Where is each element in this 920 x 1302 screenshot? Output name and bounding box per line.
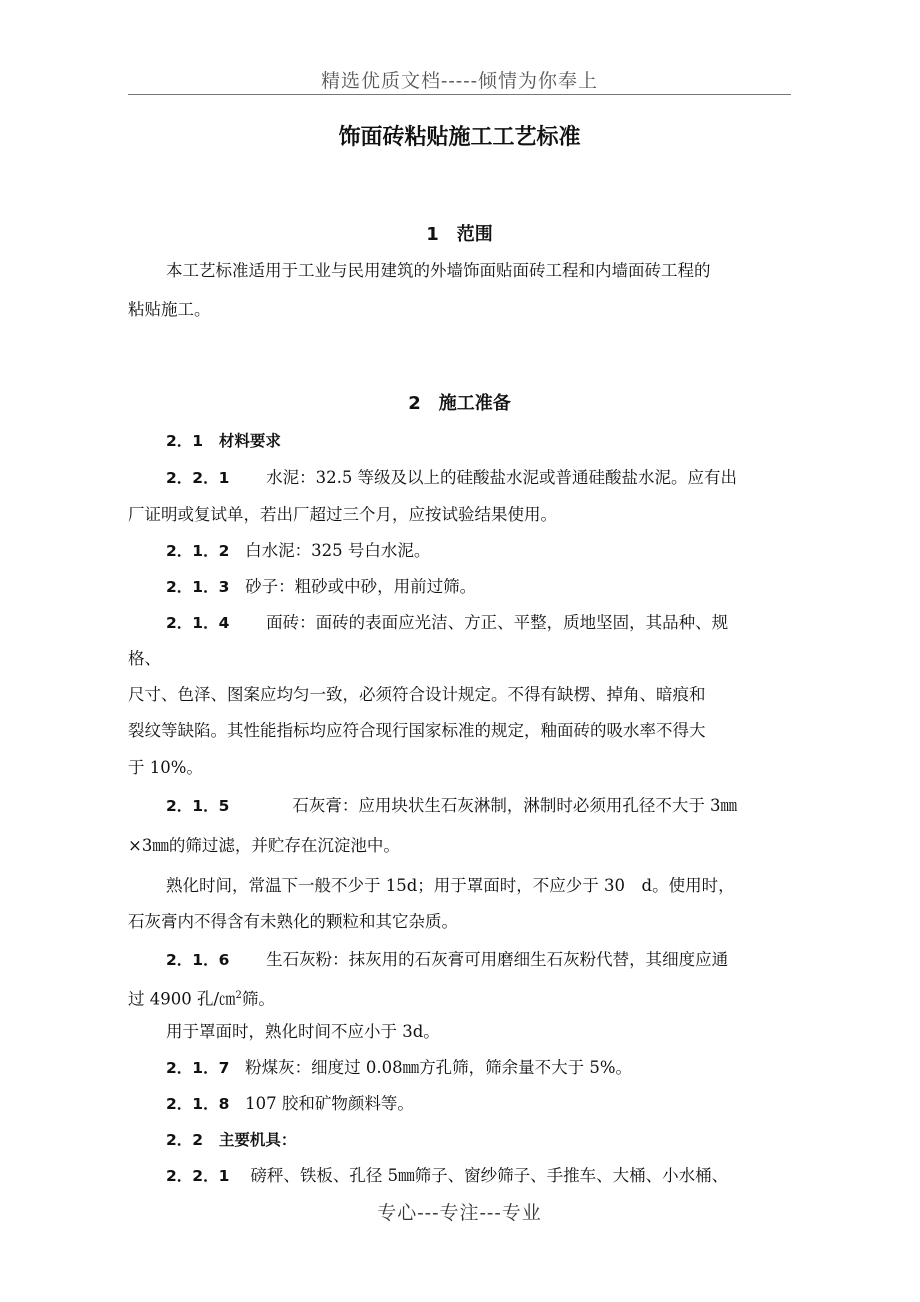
item-2-1-7-number: 2．1．7 bbox=[166, 1059, 230, 1077]
item-2-1-4-text: 面砖：面砖的表面应光洁、方正、平整，质地坚固，其品种、规 bbox=[266, 613, 729, 632]
item-2-1-6-line-2-post: 筛。 bbox=[241, 989, 275, 1009]
item-2-1-7 bbox=[166, 1058, 632, 1078]
header-rule bbox=[128, 94, 791, 95]
item-2-1-8-text: 107 胶和矿物颜料等。 bbox=[245, 1094, 414, 1113]
item-2-1-5-text: 石灰膏：应用块状生石灰淋制，淋制时必须用孔径不大于 3㎜ bbox=[292, 796, 738, 815]
item-2-1-4-line-1 bbox=[166, 613, 728, 633]
item-2-1-4-line-4: 裂纹等缺陷。其性能指标均应符合现行国家标准的规定，釉面砖的吸水率不得大 bbox=[128, 721, 706, 740]
document-title: 饰面砖粘贴施工工艺标准 bbox=[338, 125, 581, 150]
item-2-1-6-text: 生石灰粉：抹灰用的石灰膏可用磨细生石灰粉代替，其细度应通 bbox=[266, 950, 729, 969]
item-2-1-5-line-1 bbox=[166, 796, 737, 816]
running-footer: 专心---专注---专业 bbox=[377, 1202, 542, 1224]
item-2-1-5-line-2: ×3㎜的筛过滤，并贮存在沉淀池中。 bbox=[128, 836, 400, 855]
subsection-2-2 bbox=[166, 1130, 296, 1150]
subsection-2-1 bbox=[166, 431, 281, 451]
item-2-1-4-line-3: 尺寸、色泽、图案应均匀一致，必须符合设计规定。不得有缺楞、掉角、暗痕和 bbox=[128, 685, 706, 704]
section-2-heading: 2 施工准备 bbox=[408, 393, 511, 414]
subsection-2-2-number: 2．2 bbox=[166, 1131, 204, 1149]
item-2-1-2 bbox=[166, 541, 430, 561]
section-1-heading: 1 范围 bbox=[426, 224, 493, 245]
item-2-1-4-line-2: 格、 bbox=[128, 649, 161, 668]
item-2-2-1-tools-text: 磅秤、铁板、孔径 5㎜筛子、窗纱筛子、手推车、大桶、小水桶、 bbox=[250, 1166, 729, 1185]
item-2-2-1-line-2: 厂证明或复试单，若出厂超过三个月，应按试验结果使用。 bbox=[128, 505, 557, 524]
item-2-1-6-line-1 bbox=[166, 950, 728, 970]
item-2-1-3-text: 砂子：粗砂或中砂，用前过筛。 bbox=[245, 577, 477, 596]
subsection-2-2-label: 主要机具： bbox=[218, 1131, 297, 1149]
subsection-2-1-label: 材料要求 bbox=[218, 432, 281, 450]
item-2-1-3-number: 2．1．3 bbox=[166, 578, 230, 596]
item-2-1-6-number: 2．1．6 bbox=[166, 951, 230, 969]
item-2-1-5-line-4: 石灰膏内不得含有未熟化的颗粒和其它杂质。 bbox=[128, 912, 458, 931]
item-2-1-2-text: 白水泥：325 号白水泥。 bbox=[245, 541, 431, 560]
item-2-2-1-number: 2．2．1 bbox=[166, 469, 230, 487]
item-2-1-2-number: 2．1．2 bbox=[166, 542, 230, 560]
item-2-1-5-line-3: 熟化时间，常温下一般不少于 15d；用于罩面时，不应少于 30 d。使用时， bbox=[166, 876, 735, 895]
item-2-1-8-number: 2．1．8 bbox=[166, 1095, 230, 1113]
subsection-2-1-number: 2．1 bbox=[166, 432, 204, 450]
item-2-1-6-line-2-pre: 过 4900 孔/㎝ bbox=[128, 989, 236, 1009]
item-2-2-1-tools-number: 2．2．1 bbox=[166, 1167, 230, 1185]
item-2-1-6-line-3: 用于罩面时，熟化时间不应小于 3d。 bbox=[166, 1022, 440, 1041]
item-2-2-1-text: 水泥：32.5 等级及以上的硅酸盐水泥或普通硅酸盐水泥。应有出 bbox=[266, 468, 738, 487]
item-2-2-1-line-1 bbox=[166, 468, 737, 488]
item-2-1-5-number: 2．1．5 bbox=[166, 797, 230, 815]
item-2-1-4-line-5: 于 10%。 bbox=[128, 758, 203, 777]
section-1-paragraph-line-1: 本工艺标准适用于工业与民用建筑的外墙饰面贴面砖工程和内墙面砖工程的 bbox=[166, 261, 711, 280]
running-header: 精选优质文档-----倾情为你奉上 bbox=[320, 70, 599, 92]
item-2-1-4-number: 2．1．4 bbox=[166, 614, 230, 632]
item-2-1-6-superscript: 2 bbox=[235, 990, 242, 1001]
item-2-1-6-line-2 bbox=[128, 986, 275, 1010]
section-1-paragraph-line-2: 粘贴施工。 bbox=[128, 300, 211, 319]
item-2-1-7-text: 粉煤灰：细度过 0.08㎜方孔筛，筛余量不大于 5%。 bbox=[245, 1058, 633, 1077]
item-2-2-1-tools bbox=[166, 1166, 728, 1186]
item-2-1-8 bbox=[166, 1094, 414, 1114]
item-2-1-3 bbox=[166, 577, 476, 597]
